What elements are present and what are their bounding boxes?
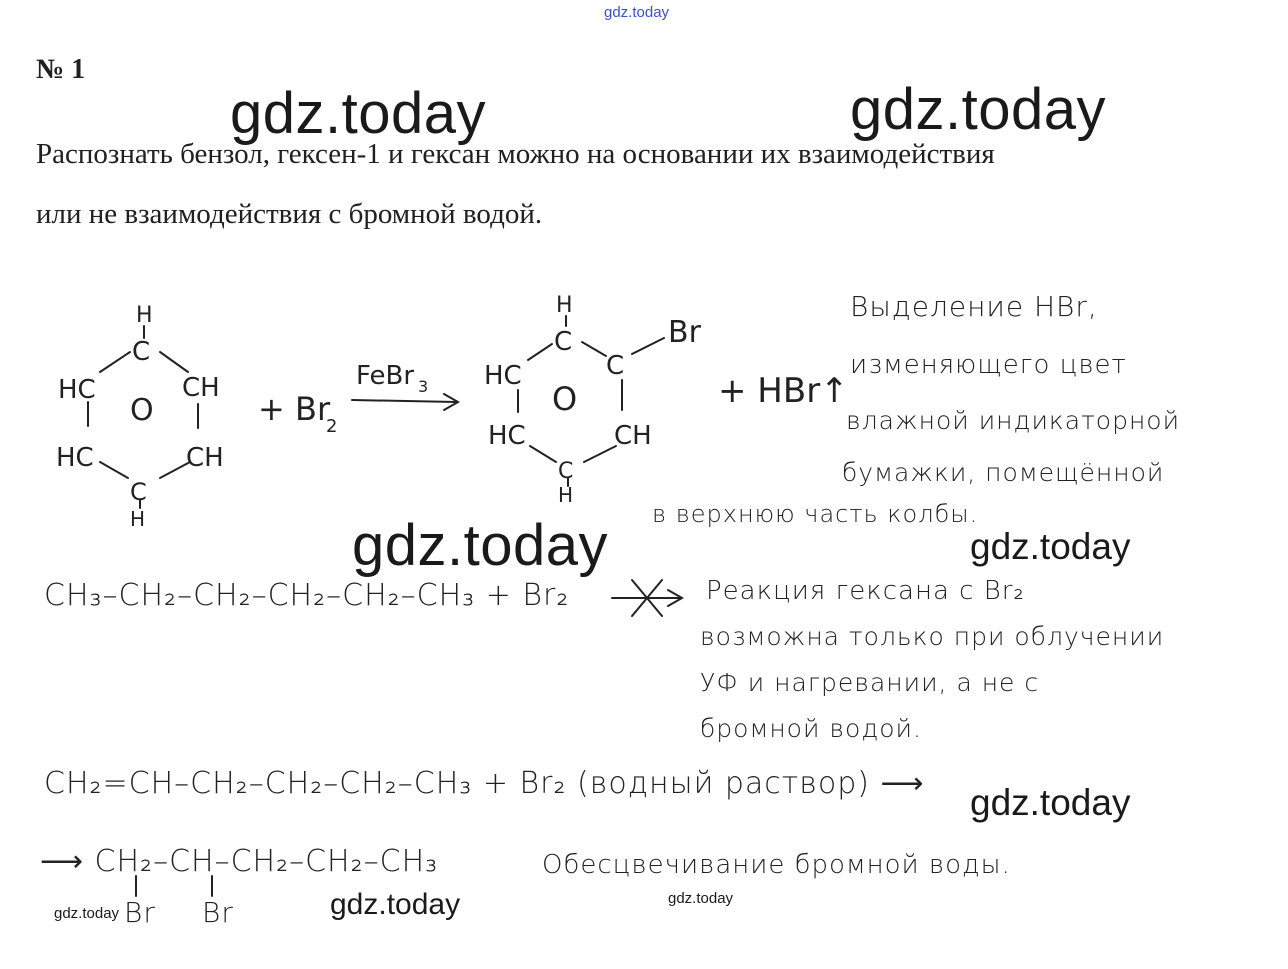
atom-ch-right-lower: CH [186, 443, 224, 473]
atom-c-bottom-right: C [558, 459, 574, 484]
watermark-top: gdz.today [604, 4, 670, 21]
product-br-1: Br [124, 896, 156, 929]
watermark-small-1: gdz.today [54, 905, 120, 922]
ring-center-circle: O [130, 393, 154, 428]
hexene-equation: CH₂=CH–CH₂–CH₂–CH₂–CH₃ + Br₂ (водный раствор) ⟶ [44, 766, 925, 801]
ring-center-circle-right: O [552, 380, 578, 418]
atom-h-top: H [136, 303, 153, 328]
catalyst-febr3: FeBr [356, 361, 415, 391]
atom-hc-left-upper-right: HC [484, 361, 522, 391]
watermark-med-3: gdz.today [330, 888, 461, 921]
hexene-product: ⟶ CH₂–CH–CH₂–CH₂–CH₃ [40, 844, 439, 879]
note-hexane-line-2: возможна только при облучении [700, 622, 1165, 651]
atom-c-right-upper: C [606, 351, 625, 381]
note-benzene-line-2: изменяющего цвет [850, 350, 1127, 380]
note-hexene: Обесцвечивание бромной воды. [542, 850, 1011, 880]
product-hbr: + HBr↑ [718, 371, 849, 411]
task-text-line-2: или не взаимодействия с бромной водой. [36, 198, 543, 230]
task-text-line-1: Распознать бензол, гексен-1 и гексан можно на основании их взаимодействия [36, 138, 995, 170]
atom-ch-right-upper: CH [182, 373, 220, 403]
atom-br-substituent: Br [668, 315, 701, 350]
product-br-2: Br [202, 896, 234, 929]
watermark-big-1: gdz.today [230, 81, 487, 146]
note-benzene-line-5: в верхнюю часть колбы. [652, 500, 979, 528]
atom-c-bottom: C [130, 478, 147, 506]
atom-h-bottom-right: H [558, 483, 574, 507]
atom-c-top: C [132, 337, 151, 367]
watermark-med-1: gdz.today [970, 526, 1131, 567]
catalyst-febr3-subscript: 3 [418, 377, 429, 396]
watermark-big-2: gdz.today [850, 77, 1107, 142]
task-number: № 1 [36, 54, 86, 85]
note-benzene-line-4: бумажки, помещённой [842, 458, 1165, 487]
atom-hc-left-upper: HC [58, 375, 96, 405]
atom-hc-left-lower: HC [56, 443, 94, 473]
atom-hc-left-lower-right: HC [488, 421, 526, 451]
atom-ch-right-lower-right: CH [614, 421, 652, 451]
reagent-br2-subscript: 2 [326, 416, 338, 437]
atom-h-bottom: H [130, 507, 146, 531]
note-hexane-line-3: УФ и нагревании, а не с [700, 668, 1040, 697]
watermark-big-3: gdz.today [352, 513, 609, 578]
bromobenzene-structure [484, 293, 702, 507]
atom-h-top-right: H [556, 293, 573, 318]
atom-c-top-right: C [554, 327, 573, 357]
benzene-structure [56, 303, 224, 531]
note-hexane-line-1: Реакция гексана с Br₂ [706, 576, 1025, 606]
hexane-equation: CH₃–CH₂–CH₂–CH₂–CH₂–CH₃ + Br₂ [44, 578, 570, 613]
note-benzene-line-1: Выделение HBr, [850, 290, 1098, 323]
watermark-med-2: gdz.today [970, 782, 1131, 823]
note-benzene-line-3: влажной индикаторной [846, 406, 1181, 435]
watermark-small-2: gdz.today [668, 890, 734, 907]
reagent-br2: + Br [258, 390, 331, 428]
note-hexane-line-4: бромной водой. [700, 714, 922, 743]
